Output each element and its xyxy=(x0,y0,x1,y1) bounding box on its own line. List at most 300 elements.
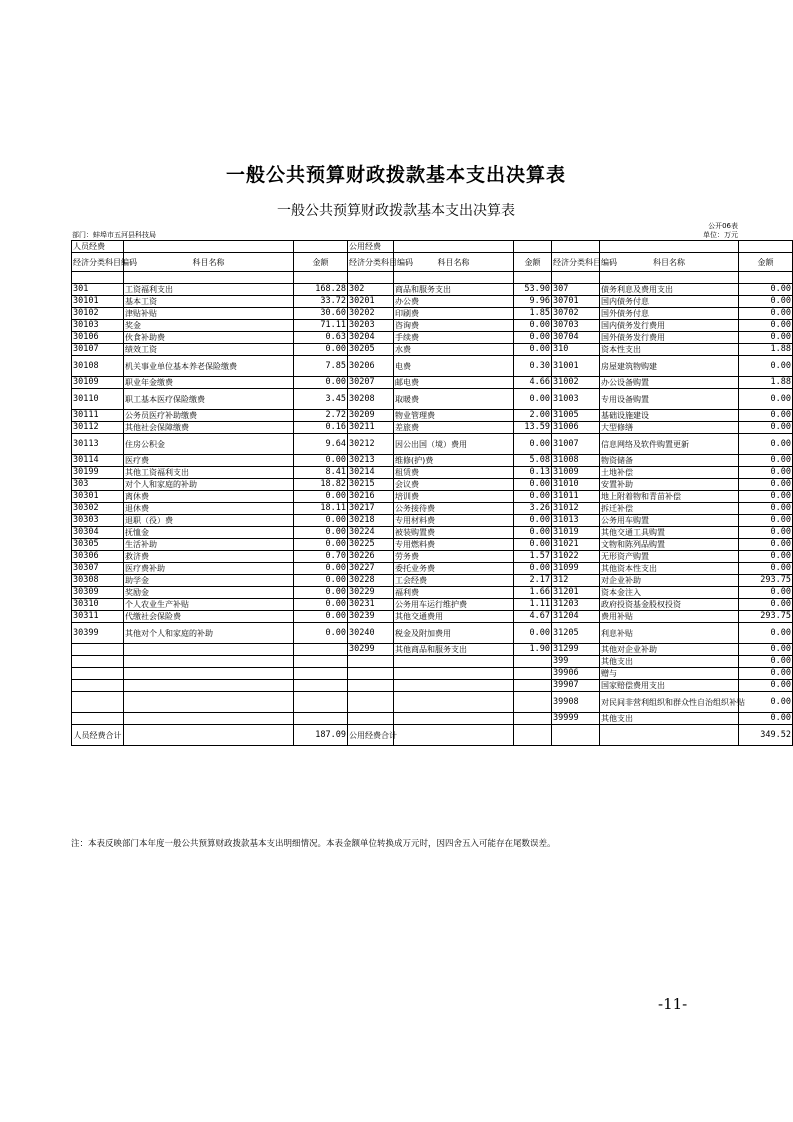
econ-code-cell: 30303 xyxy=(72,515,124,527)
amount-cell: 1.66 xyxy=(514,587,552,599)
econ-code-cell: 39906 xyxy=(552,668,600,680)
table-row xyxy=(72,455,793,467)
econ-code-cell: 30114 xyxy=(72,455,124,467)
amount-cell: 0.00 xyxy=(739,356,793,377)
item-name-cell: 手续费 xyxy=(394,332,514,344)
item-name-cell: 其他资本性支出 xyxy=(600,563,739,575)
amount-cell: 0.00 xyxy=(294,515,348,527)
econ-code-cell: 30225 xyxy=(348,539,394,551)
amount-cell: 8.41 xyxy=(294,467,348,479)
item-name-cell: 国外债务付息 xyxy=(600,308,739,320)
amount-cell: 293.75 xyxy=(739,575,793,587)
amount-cell: 0.00 xyxy=(739,623,793,644)
item-name-cell: 其他支出 xyxy=(600,713,739,725)
form-number: 公开06表 xyxy=(708,222,738,230)
econ-code-cell: 30214 xyxy=(348,467,394,479)
item-name-cell: 对民间非营利组织和群众性自治组织补贴 xyxy=(600,692,739,713)
amount-cell: 9.64 xyxy=(294,434,348,455)
item-name-cell xyxy=(394,656,514,668)
amount-cell: 4.67 xyxy=(514,611,552,623)
amount-cell: 0.00 xyxy=(514,479,552,491)
table-row xyxy=(72,623,793,644)
item-name-cell: 拆迁补偿 xyxy=(600,503,739,515)
item-name-cell: 退休费 xyxy=(124,503,294,515)
econ-code-cell xyxy=(348,713,394,725)
econ-code-cell: 301 xyxy=(72,284,124,296)
econ-code-cell: 31002 xyxy=(552,377,600,389)
item-name-cell: 咨询费 xyxy=(394,320,514,332)
econ-code-cell: 30218 xyxy=(348,515,394,527)
item-name-cell: 职业年金缴费 xyxy=(124,377,294,389)
amount-cell: 1.57 xyxy=(514,551,552,563)
amount-cell: 3.26 xyxy=(514,503,552,515)
econ-code-cell: 30399 xyxy=(72,623,124,644)
amount-cell xyxy=(294,668,348,680)
econ-code-cell: 31021 xyxy=(552,539,600,551)
econ-code-cell: 30299 xyxy=(348,644,394,656)
amount-cell: 0.00 xyxy=(739,713,793,725)
econ-code-header: 经济分类科目编码 xyxy=(348,253,394,272)
econ-code-cell: 30110 xyxy=(72,389,124,410)
amount-cell: 0.00 xyxy=(514,434,552,455)
table-row xyxy=(72,599,793,611)
amount-cell: 0.00 xyxy=(514,491,552,503)
item-name-cell: 大型修缮 xyxy=(600,422,739,434)
amount-cell: 2.72 xyxy=(294,410,348,422)
table-row xyxy=(72,563,793,575)
item-name-cell: 资本金注入 xyxy=(600,587,739,599)
item-name-cell: 公务接待费 xyxy=(394,503,514,515)
amount-cell: 4.66 xyxy=(514,377,552,389)
item-name-cell: 其他对个人和家庭的补助 xyxy=(124,623,294,644)
econ-code-cell: 31019 xyxy=(552,527,600,539)
amount-cell: 0.00 xyxy=(739,587,793,599)
item-name-cell: 会议费 xyxy=(394,479,514,491)
item-name-cell: 医疗费补助 xyxy=(124,563,294,575)
econ-code-header: 经济分类科目编码 xyxy=(72,253,124,272)
table-row xyxy=(72,479,793,491)
item-name-cell: 维修(护)费 xyxy=(394,455,514,467)
econ-code-cell: 30702 xyxy=(552,308,600,320)
item-name-cell: 其他支出 xyxy=(600,656,739,668)
amount-cell: 18.11 xyxy=(294,503,348,515)
amount-cell: 0.00 xyxy=(294,587,348,599)
item-name-cell: 专用材料费 xyxy=(394,515,514,527)
table-title: 一般公共预算财政拨款基本支出决算表 xyxy=(277,203,515,219)
econ-code-cell: 30228 xyxy=(348,575,394,587)
item-name-cell: 其他商品和服务支出 xyxy=(394,644,514,656)
amount-cell: 53.90 xyxy=(514,284,552,296)
table-row xyxy=(72,713,793,725)
item-name-cell: 其他交通费用 xyxy=(394,611,514,623)
amount-cell: 0.00 xyxy=(294,539,348,551)
table-row xyxy=(72,308,793,320)
amount-cell: 71.11 xyxy=(294,320,348,332)
amount-cell: 3.45 xyxy=(294,389,348,410)
econ-code-cell: 31006 xyxy=(552,422,600,434)
amount-cell: 0.13 xyxy=(514,467,552,479)
table-row xyxy=(72,515,793,527)
item-name-cell: 津贴补贴 xyxy=(124,308,294,320)
econ-code-cell: 310 xyxy=(552,344,600,356)
table-row xyxy=(72,296,793,308)
amount-cell: 0.00 xyxy=(739,320,793,332)
econ-code-cell: 31201 xyxy=(552,587,600,599)
econ-code-cell: 30226 xyxy=(348,551,394,563)
econ-code-cell: 30310 xyxy=(72,599,124,611)
econ-code-cell: 30112 xyxy=(72,422,124,434)
econ-code-cell: 30205 xyxy=(348,344,394,356)
econ-code-cell: 31005 xyxy=(552,410,600,422)
unit-label: 单位：万元 xyxy=(703,231,738,239)
item-name-cell xyxy=(124,656,294,668)
econ-code-cell: 30231 xyxy=(348,599,394,611)
amount-cell xyxy=(514,680,552,692)
econ-code-cell: 30109 xyxy=(72,377,124,389)
econ-code-cell: 30201 xyxy=(348,296,394,308)
item-name-cell: 代缴社会保险费 xyxy=(124,611,294,623)
amount-cell: 13.59 xyxy=(514,422,552,434)
econ-code-cell: 31022 xyxy=(552,551,600,563)
econ-code-cell: 30215 xyxy=(348,479,394,491)
item-name-cell: 房屋建筑物购建 xyxy=(600,356,739,377)
amount-cell: 1.90 xyxy=(514,644,552,656)
item-name-cell: 信息网络及软件购置更新 xyxy=(600,434,739,455)
item-name-cell xyxy=(124,644,294,656)
amount-cell: 0.00 xyxy=(514,539,552,551)
table-row xyxy=(72,434,793,455)
amount-cell: 0.30 xyxy=(514,356,552,377)
amount-cell: 293.75 xyxy=(739,611,793,623)
econ-code-cell: 30101 xyxy=(72,296,124,308)
econ-code-cell: 399 xyxy=(552,656,600,668)
item-name-cell: 奖金 xyxy=(124,320,294,332)
amount-cell: 0.00 xyxy=(739,410,793,422)
econ-code-cell: 30308 xyxy=(72,575,124,587)
econ-code-cell: 30206 xyxy=(348,356,394,377)
document-title: 一般公共预算财政拨款基本支出决算表 xyxy=(225,164,566,186)
amount-cell xyxy=(294,692,348,713)
econ-code-cell xyxy=(72,644,124,656)
item-name-cell: 办公费 xyxy=(394,296,514,308)
amount-cell: 0.16 xyxy=(294,422,348,434)
table-row xyxy=(72,668,793,680)
item-name-cell: 公务用车运行维护费 xyxy=(394,599,514,611)
econ-code-cell: 307 xyxy=(552,284,600,296)
econ-code-cell xyxy=(348,668,394,680)
econ-code-cell: 30216 xyxy=(348,491,394,503)
item-name-cell: 地上附着物和青苗补偿 xyxy=(600,491,739,503)
footnote: 注：本表反映部门本年度一般公共预算财政拨款基本支出明细情况。本表金额单位转换成万元时，因四舍五入可能存在尾数误差。 xyxy=(71,839,556,849)
amount-cell: 7.85 xyxy=(294,356,348,377)
table-row xyxy=(72,503,793,515)
amount-cell: 0.00 xyxy=(739,668,793,680)
item-name-cell xyxy=(124,692,294,713)
expenditure-table xyxy=(71,240,793,746)
item-name-cell: 国内债务付息 xyxy=(600,296,739,308)
econ-code-cell: 30107 xyxy=(72,344,124,356)
econ-code-cell: 30229 xyxy=(348,587,394,599)
table-row xyxy=(72,656,793,668)
amount-cell: 0.00 xyxy=(514,344,552,356)
table-row xyxy=(72,422,793,434)
amount-cell: 0.00 xyxy=(294,563,348,575)
item-name-cell: 无形资产购置 xyxy=(600,551,739,563)
item-name-cell: 生活补助 xyxy=(124,539,294,551)
econ-code-cell: 31099 xyxy=(552,563,600,575)
table-row xyxy=(72,587,793,599)
econ-code-cell: 30211 xyxy=(348,422,394,434)
item-name-cell: 赠与 xyxy=(600,668,739,680)
econ-code-cell: 31003 xyxy=(552,389,600,410)
item-name-cell xyxy=(394,692,514,713)
item-name-cell: 差旅费 xyxy=(394,422,514,434)
page-number: -11- xyxy=(658,995,688,1013)
econ-code-cell: 31001 xyxy=(552,356,600,377)
amount-cell: 0.00 xyxy=(514,332,552,344)
econ-code-cell: 30106 xyxy=(72,332,124,344)
table-row xyxy=(72,320,793,332)
amount-cell: 1.85 xyxy=(514,308,552,320)
item-name-cell xyxy=(124,668,294,680)
item-name-cell: 专用设备购置 xyxy=(600,389,739,410)
item-name-header: 科目名称 xyxy=(124,253,294,272)
econ-code-cell: 302 xyxy=(348,284,394,296)
amount-cell: 0.00 xyxy=(294,377,348,389)
amount-cell: 0.00 xyxy=(739,296,793,308)
econ-code-cell: 39908 xyxy=(552,692,600,713)
amount-cell: 0.00 xyxy=(294,599,348,611)
econ-code-cell: 30307 xyxy=(72,563,124,575)
econ-code-cell: 30227 xyxy=(348,563,394,575)
econ-code-header: 经济分类科目编码 xyxy=(552,253,600,272)
amount-cell: 5.08 xyxy=(514,455,552,467)
econ-code-cell: 31299 xyxy=(552,644,600,656)
econ-code-cell: 30311 xyxy=(72,611,124,623)
item-name-cell: 伙食补助费 xyxy=(124,332,294,344)
item-name-cell: 利息补贴 xyxy=(600,623,739,644)
amount-cell xyxy=(514,668,552,680)
item-name-cell: 奖励金 xyxy=(124,587,294,599)
amount-cell: 0.00 xyxy=(739,527,793,539)
item-name-cell: 其他交通工具购置 xyxy=(600,527,739,539)
econ-code-cell: 30309 xyxy=(72,587,124,599)
table-row xyxy=(72,692,793,713)
amount-cell: 0.63 xyxy=(294,332,348,344)
item-name-cell: 取暖费 xyxy=(394,389,514,410)
amount-cell: 0.00 xyxy=(739,479,793,491)
amount-cell xyxy=(294,644,348,656)
department-label: 部门：蚌埠市五河县科技局 xyxy=(72,231,156,239)
econ-code-cell xyxy=(348,656,394,668)
amount-cell: 18.82 xyxy=(294,479,348,491)
item-name-cell: 被装购置费 xyxy=(394,527,514,539)
amount-cell: 0.00 xyxy=(514,389,552,410)
econ-code-cell: 30224 xyxy=(348,527,394,539)
item-name-cell: 公务员医疗补助缴费 xyxy=(124,410,294,422)
public-total-amount: 349.52 xyxy=(739,725,793,746)
item-name-cell: 政府投资基金股权投资 xyxy=(600,599,739,611)
item-name-cell: 退职（役）费 xyxy=(124,515,294,527)
item-name-header: 科目名称 xyxy=(394,253,514,272)
econ-code-cell: 30239 xyxy=(348,611,394,623)
econ-code-cell: 31013 xyxy=(552,515,600,527)
table-row xyxy=(72,491,793,503)
item-name-cell: 福利费 xyxy=(394,587,514,599)
item-name-cell xyxy=(394,713,514,725)
item-name-cell: 债务利息及费用支出 xyxy=(600,284,739,296)
econ-code-cell: 30208 xyxy=(348,389,394,410)
econ-code-cell: 30209 xyxy=(348,410,394,422)
econ-code-cell: 31009 xyxy=(552,467,600,479)
item-name-cell: 工资福利支出 xyxy=(124,284,294,296)
item-name-cell: 基本工资 xyxy=(124,296,294,308)
amount-cell: 0.00 xyxy=(739,332,793,344)
item-name-cell: 税金及附加费用 xyxy=(394,623,514,644)
amount-cell xyxy=(294,680,348,692)
personnel-total-amount: 187.09 xyxy=(294,725,348,746)
item-name-cell: 印刷费 xyxy=(394,308,514,320)
item-name-cell: 土地补偿 xyxy=(600,467,739,479)
item-name-cell: 国家赔偿费用支出 xyxy=(600,680,739,692)
econ-code-cell: 30111 xyxy=(72,410,124,422)
item-name-cell: 物业管理费 xyxy=(394,410,514,422)
item-name-cell: 离休费 xyxy=(124,491,294,503)
table-row xyxy=(72,551,793,563)
table-row xyxy=(72,377,793,389)
item-name-cell xyxy=(124,680,294,692)
personnel-header: 人员经费 xyxy=(72,241,124,253)
amount-cell: 0.00 xyxy=(739,515,793,527)
amount-cell: 0.00 xyxy=(294,575,348,587)
personnel-total-label: 人员经费合计 xyxy=(72,725,124,746)
econ-code-cell xyxy=(72,713,124,725)
econ-code-cell: 30305 xyxy=(72,539,124,551)
item-name-cell: 公务用车购置 xyxy=(600,515,739,527)
amount-cell: 0.00 xyxy=(739,284,793,296)
amount-cell: 0.00 xyxy=(739,308,793,320)
econ-code-cell: 31203 xyxy=(552,599,600,611)
amount-cell: 1.88 xyxy=(739,344,793,356)
amount-cell xyxy=(294,656,348,668)
item-name-cell: 工会经费 xyxy=(394,575,514,587)
item-name-cell: 对企业补助 xyxy=(600,575,739,587)
item-name-cell: 专用燃料费 xyxy=(394,539,514,551)
amount-cell: 0.00 xyxy=(739,656,793,668)
amount-cell: 0.00 xyxy=(294,611,348,623)
item-name-cell: 办公设备购置 xyxy=(600,377,739,389)
econ-code-cell: 30302 xyxy=(72,503,124,515)
table-row xyxy=(72,467,793,479)
econ-code-cell: 30213 xyxy=(348,455,394,467)
item-name-cell: 救济费 xyxy=(124,551,294,563)
item-name-cell: 劳务费 xyxy=(394,551,514,563)
amount-cell xyxy=(514,656,552,668)
amount-cell: 0.00 xyxy=(294,623,348,644)
table-row xyxy=(72,284,793,296)
item-name-cell: 助学金 xyxy=(124,575,294,587)
econ-code-cell: 30103 xyxy=(72,320,124,332)
item-name-cell: 职工基本医疗保险缴费 xyxy=(124,389,294,410)
table-row xyxy=(72,344,793,356)
item-name-cell: 邮电费 xyxy=(394,377,514,389)
item-name-cell: 国外债务发行费用 xyxy=(600,332,739,344)
item-name-cell xyxy=(394,680,514,692)
econ-code-cell: 30204 xyxy=(348,332,394,344)
econ-code-cell xyxy=(72,692,124,713)
table-row xyxy=(72,410,793,422)
amount-cell: 0.00 xyxy=(739,644,793,656)
amount-cell: 2.00 xyxy=(514,410,552,422)
amount-cell: 0.00 xyxy=(514,320,552,332)
econ-code-cell: 30703 xyxy=(552,320,600,332)
item-name-cell: 培训费 xyxy=(394,491,514,503)
amount-cell: 0.00 xyxy=(739,551,793,563)
amount-cell: 0.00 xyxy=(739,539,793,551)
table-row xyxy=(72,389,793,410)
econ-code-cell: 30207 xyxy=(348,377,394,389)
item-name-cell: 对个人和家庭的补助 xyxy=(124,479,294,491)
amount-cell: 0.70 xyxy=(294,551,348,563)
amount-cell xyxy=(294,713,348,725)
item-name-cell: 其他对企业补助 xyxy=(600,644,739,656)
item-name-cell: 基础设施建设 xyxy=(600,410,739,422)
item-name-cell: 物资储备 xyxy=(600,455,739,467)
econ-code-cell: 31012 xyxy=(552,503,600,515)
amount-cell: 1.11 xyxy=(514,599,552,611)
amount-cell: 0.00 xyxy=(294,527,348,539)
econ-code-cell: 31205 xyxy=(552,623,600,644)
econ-code-cell xyxy=(72,656,124,668)
econ-code-cell xyxy=(348,680,394,692)
econ-code-cell xyxy=(72,680,124,692)
item-name-cell: 机关事业单位基本养老保险缴费 xyxy=(124,356,294,377)
item-name-cell: 商品和服务支出 xyxy=(394,284,514,296)
amount-cell: 0.00 xyxy=(294,344,348,356)
item-name-cell: 文物和陈列品购置 xyxy=(600,539,739,551)
amount-cell: 0.00 xyxy=(739,692,793,713)
item-name-cell: 租赁费 xyxy=(394,467,514,479)
item-name-cell: 资本性支出 xyxy=(600,344,739,356)
table-row xyxy=(72,644,793,656)
amount-cell: 0.00 xyxy=(739,599,793,611)
econ-code-cell: 31008 xyxy=(552,455,600,467)
amount-cell: 30.60 xyxy=(294,308,348,320)
item-name-cell: 绩效工资 xyxy=(124,344,294,356)
item-name-cell: 抚恤金 xyxy=(124,527,294,539)
econ-code-cell: 30306 xyxy=(72,551,124,563)
econ-code-cell: 39999 xyxy=(552,713,600,725)
item-name-cell: 国内债务发行费用 xyxy=(600,320,739,332)
item-name-cell: 委托业务费 xyxy=(394,563,514,575)
amount-cell: 0.00 xyxy=(739,422,793,434)
econ-code-cell: 30212 xyxy=(348,434,394,455)
econ-code-cell: 39907 xyxy=(552,680,600,692)
econ-code-cell: 303 xyxy=(72,479,124,491)
table-row xyxy=(72,575,793,587)
amount-cell: 0.00 xyxy=(514,563,552,575)
amount-cell: 9.96 xyxy=(514,296,552,308)
econ-code-cell: 30217 xyxy=(348,503,394,515)
item-name-cell: 安置补助 xyxy=(600,479,739,491)
amount-cell: 0.00 xyxy=(514,623,552,644)
econ-code-cell: 31011 xyxy=(552,491,600,503)
amount-header: 金额 xyxy=(294,253,348,272)
amount-cell xyxy=(514,713,552,725)
public-header: 公用经费 xyxy=(348,241,394,253)
table-row xyxy=(72,680,793,692)
table-row xyxy=(72,527,793,539)
